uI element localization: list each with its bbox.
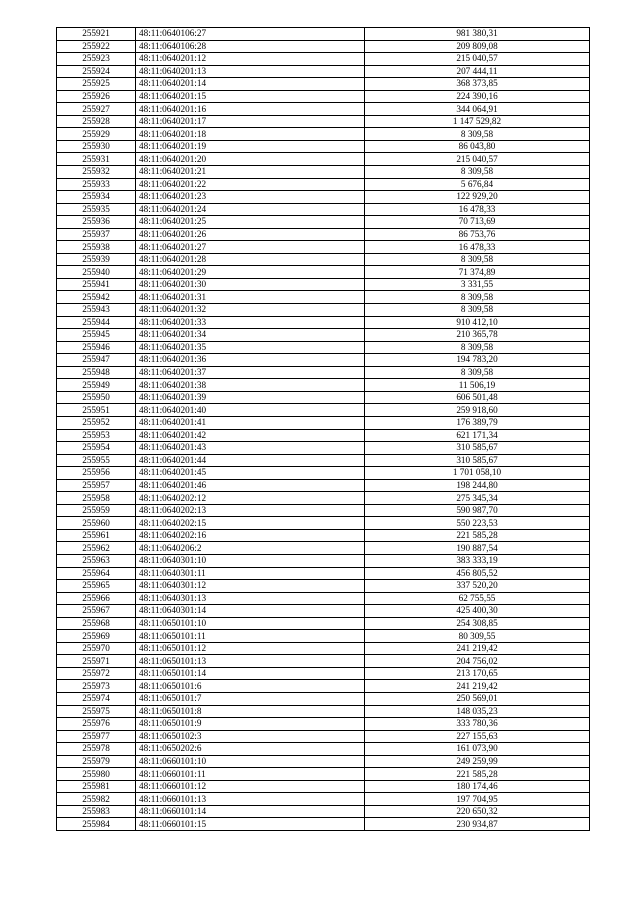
table-row: [57, 768, 590, 781]
value-cell: 275 345,34: [365, 492, 590, 505]
value-cell: 606 501,48: [365, 391, 590, 404]
row-number-cell: 255931: [57, 153, 136, 166]
value-cell: 337 520,20: [365, 580, 590, 593]
cadastral-number-cell: 48:11:0640201:31: [136, 291, 365, 304]
cadastral-number-cell: 48:11:0640201:35: [136, 341, 365, 354]
row-number-cell: 255934: [57, 191, 136, 204]
row-number-cell: 255954: [57, 442, 136, 455]
cadastral-value-table: [56, 27, 590, 831]
table-row: [57, 580, 590, 593]
value-cell: 176 389,79: [365, 416, 590, 429]
cadastral-number-cell: 48:11:0640201:17: [136, 115, 365, 128]
table-row: [57, 755, 590, 768]
table-row: [57, 592, 590, 605]
row-number-cell: 255959: [57, 504, 136, 517]
table-row: [57, 40, 590, 53]
value-cell: 209 809,08: [365, 40, 590, 53]
cadastral-number-cell: 48:11:0650101:14: [136, 667, 365, 680]
value-cell: 590 987,70: [365, 504, 590, 517]
row-number-cell: 255946: [57, 341, 136, 354]
value-cell: 210 365,78: [365, 329, 590, 342]
row-number-cell: 255958: [57, 492, 136, 505]
value-cell: 8 309,58: [365, 291, 590, 304]
value-cell: 241 219,42: [365, 642, 590, 655]
table-row: [57, 316, 590, 329]
cadastral-number-cell: 48:11:0640201:14: [136, 78, 365, 91]
cadastral-number-cell: 48:11:0640201:40: [136, 404, 365, 417]
table-row: [57, 630, 590, 643]
cadastral-number-cell: 48:11:0640202:15: [136, 517, 365, 530]
cadastral-number-cell: 48:11:0650101:7: [136, 692, 365, 705]
value-cell: 11 506,19: [365, 379, 590, 392]
row-number-cell: 255975: [57, 705, 136, 718]
table-row: [57, 517, 590, 530]
row-number-cell: 255964: [57, 567, 136, 580]
cadastral-number-cell: 48:11:0640201:12: [136, 53, 365, 66]
cadastral-number-cell: 48:11:0650101:6: [136, 680, 365, 693]
table-row: [57, 366, 590, 379]
value-cell: 224 390,16: [365, 90, 590, 103]
cadastral-number-cell: 48:11:0640201:30: [136, 278, 365, 291]
row-number-cell: 255933: [57, 178, 136, 191]
table-row: [57, 78, 590, 91]
row-number-cell: 255960: [57, 517, 136, 530]
cadastral-number-cell: 48:11:0640201:39: [136, 391, 365, 404]
table-row: [57, 203, 590, 216]
cadastral-number-cell: 48:11:0640202:13: [136, 504, 365, 517]
table-body: [57, 28, 590, 831]
cadastral-number-cell: 48:11:0650101:10: [136, 617, 365, 630]
cadastral-number-cell: 48:11:0640202:12: [136, 492, 365, 505]
value-cell: 215 040,57: [365, 53, 590, 66]
cadastral-number-cell: 48:11:0640201:19: [136, 140, 365, 153]
table-row: [57, 680, 590, 693]
table-row: [57, 53, 590, 66]
value-cell: 122 929,20: [365, 191, 590, 204]
value-cell: 310 585,67: [365, 442, 590, 455]
cadastral-number-cell: 48:11:0660101:10: [136, 755, 365, 768]
table-row: [57, 554, 590, 567]
value-cell: 456 805,52: [365, 567, 590, 580]
cadastral-number-cell: 48:11:0650101:13: [136, 655, 365, 668]
row-number-cell: 255930: [57, 140, 136, 153]
row-number-cell: 255962: [57, 542, 136, 555]
value-cell: 180 174,46: [365, 780, 590, 793]
value-cell: 259 918,60: [365, 404, 590, 417]
value-cell: 254 308,85: [365, 617, 590, 630]
table-row: [57, 28, 590, 41]
cadastral-number-cell: 48:11:0640201:41: [136, 416, 365, 429]
value-cell: 16 478,33: [365, 203, 590, 216]
row-number-cell: 255947: [57, 354, 136, 367]
table-row: [57, 404, 590, 417]
table-row: [57, 642, 590, 655]
row-number-cell: 255944: [57, 316, 136, 329]
row-number-cell: 255952: [57, 416, 136, 429]
table-row: [57, 529, 590, 542]
value-cell: 207 444,11: [365, 65, 590, 78]
cadastral-number-cell: 48:11:0640201:24: [136, 203, 365, 216]
cadastral-number-cell: 48:11:0640201:46: [136, 479, 365, 492]
value-cell: 221 585,28: [365, 768, 590, 781]
row-number-cell: 255971: [57, 655, 136, 668]
value-cell: 197 704,95: [365, 793, 590, 806]
cadastral-number-cell: 48:11:0640301:12: [136, 580, 365, 593]
table-row: [57, 304, 590, 317]
cadastral-number-cell: 48:11:0650202:6: [136, 743, 365, 756]
cadastral-number-cell: 48:11:0640206:2: [136, 542, 365, 555]
value-cell: 80 309,55: [365, 630, 590, 643]
table-row: [57, 818, 590, 831]
table-row: [57, 178, 590, 191]
row-number-cell: 255967: [57, 605, 136, 618]
row-number-cell: 255922: [57, 40, 136, 53]
cadastral-number-cell: 48:11:0640301:10: [136, 554, 365, 567]
row-number-cell: 255927: [57, 103, 136, 116]
value-cell: 550 223,53: [365, 517, 590, 530]
cadastral-number-cell: 48:11:0640301:11: [136, 567, 365, 580]
cadastral-number-cell: 48:11:0640201:45: [136, 467, 365, 480]
table-row: [57, 65, 590, 78]
table-row: [57, 153, 590, 166]
table-row: [57, 492, 590, 505]
row-number-cell: 255974: [57, 692, 136, 705]
table-row: [57, 705, 590, 718]
table-row: [57, 567, 590, 580]
table-row: [57, 291, 590, 304]
row-number-cell: 255979: [57, 755, 136, 768]
table-row: [57, 103, 590, 116]
cadastral-number-cell: 48:11:0640201:15: [136, 90, 365, 103]
value-cell: 220 650,32: [365, 805, 590, 818]
row-number-cell: 255972: [57, 667, 136, 680]
value-cell: 910 412,10: [365, 316, 590, 329]
table-row: [57, 542, 590, 555]
cadastral-number-cell: 48:11:0640301:13: [136, 592, 365, 605]
value-cell: 344 064,91: [365, 103, 590, 116]
row-number-cell: 255965: [57, 580, 136, 593]
row-number-cell: 255949: [57, 379, 136, 392]
value-cell: 5 676,84: [365, 178, 590, 191]
row-number-cell: 255968: [57, 617, 136, 630]
row-number-cell: 255923: [57, 53, 136, 66]
value-cell: 8 309,58: [365, 304, 590, 317]
value-cell: 71 374,89: [365, 266, 590, 279]
table-row: [57, 391, 590, 404]
cadastral-number-cell: 48:11:0640201:36: [136, 354, 365, 367]
cadastral-number-cell: 48:11:0650101:8: [136, 705, 365, 718]
row-number-cell: 255941: [57, 278, 136, 291]
value-cell: 249 259,99: [365, 755, 590, 768]
row-number-cell: 255937: [57, 228, 136, 241]
table-row: [57, 115, 590, 128]
cadastral-number-cell: 48:11:0640201:25: [136, 216, 365, 229]
row-number-cell: 255980: [57, 768, 136, 781]
table-row: [57, 718, 590, 731]
value-cell: 241 219,42: [365, 680, 590, 693]
cadastral-number-cell: 48:11:0640202:16: [136, 529, 365, 542]
table-row: [57, 128, 590, 141]
table-row: [57, 667, 590, 680]
cadastral-number-cell: 48:11:0640201:34: [136, 329, 365, 342]
table-row: [57, 216, 590, 229]
value-cell: 62 755,55: [365, 592, 590, 605]
table-row: [57, 617, 590, 630]
row-number-cell: 255945: [57, 329, 136, 342]
value-cell: 204 756,02: [365, 655, 590, 668]
table-row: [57, 780, 590, 793]
row-number-cell: 255976: [57, 718, 136, 731]
row-number-cell: 255983: [57, 805, 136, 818]
table-row: [57, 228, 590, 241]
row-number-cell: 255940: [57, 266, 136, 279]
table-row: [57, 140, 590, 153]
value-cell: 8 309,58: [365, 366, 590, 379]
cadastral-number-cell: 48:11:0640201:44: [136, 454, 365, 467]
row-number-cell: 255984: [57, 818, 136, 831]
cadastral-number-cell: 48:11:0640201:28: [136, 253, 365, 266]
row-number-cell: 255981: [57, 780, 136, 793]
cadastral-number-cell: 48:11:0640201:13: [136, 65, 365, 78]
row-number-cell: 255950: [57, 391, 136, 404]
cadastral-number-cell: 48:11:0640201:16: [136, 103, 365, 116]
cadastral-number-cell: 48:11:0640201:27: [136, 241, 365, 254]
table-row: [57, 266, 590, 279]
table-row: [57, 793, 590, 806]
cadastral-number-cell: 48:11:0640106:28: [136, 40, 365, 53]
row-number-cell: 255957: [57, 479, 136, 492]
cadastral-number-cell: 48:11:0640201:37: [136, 366, 365, 379]
value-cell: 213 170,65: [365, 667, 590, 680]
row-number-cell: 255978: [57, 743, 136, 756]
cadastral-number-cell: 48:11:0640201:26: [136, 228, 365, 241]
cadastral-number-cell: 48:11:0650101:12: [136, 642, 365, 655]
row-number-cell: 255938: [57, 241, 136, 254]
value-cell: 221 585,28: [365, 529, 590, 542]
row-number-cell: 255926: [57, 90, 136, 103]
value-cell: 194 783,20: [365, 354, 590, 367]
cadastral-number-cell: 48:11:0660101:13: [136, 793, 365, 806]
table-row: [57, 329, 590, 342]
value-cell: 230 934,87: [365, 818, 590, 831]
value-cell: 621 171,34: [365, 429, 590, 442]
table-row: [57, 467, 590, 480]
cadastral-number-cell: 48:11:0660101:15: [136, 818, 365, 831]
row-number-cell: 255951: [57, 404, 136, 417]
table-row: [57, 479, 590, 492]
cadastral-number-cell: 48:11:0650101:9: [136, 718, 365, 731]
cadastral-number-cell: 48:11:0640201:38: [136, 379, 365, 392]
table-row: [57, 454, 590, 467]
value-cell: 3 331,55: [365, 278, 590, 291]
cadastral-number-cell: 48:11:0640201:29: [136, 266, 365, 279]
value-cell: 981 380,31: [365, 28, 590, 41]
cadastral-number-cell: 48:11:0660101:12: [136, 780, 365, 793]
row-number-cell: 255953: [57, 429, 136, 442]
table-row: [57, 166, 590, 179]
table-row: [57, 805, 590, 818]
row-number-cell: 255977: [57, 730, 136, 743]
value-cell: 161 073,90: [365, 743, 590, 756]
row-number-cell: 255963: [57, 554, 136, 567]
value-cell: 8 309,58: [365, 166, 590, 179]
cadastral-number-cell: 48:11:0640301:14: [136, 605, 365, 618]
cadastral-number-cell: 48:11:0640201:18: [136, 128, 365, 141]
value-cell: 8 309,58: [365, 128, 590, 141]
table-row: [57, 743, 590, 756]
value-cell: 148 035,23: [365, 705, 590, 718]
row-number-cell: 255935: [57, 203, 136, 216]
row-number-cell: 255948: [57, 366, 136, 379]
row-number-cell: 255925: [57, 78, 136, 91]
row-number-cell: 255956: [57, 467, 136, 480]
value-cell: 333 780,36: [365, 718, 590, 731]
value-cell: 383 333,19: [365, 554, 590, 567]
table-row: [57, 442, 590, 455]
row-number-cell: 255943: [57, 304, 136, 317]
table-row: [57, 90, 590, 103]
table-row: [57, 605, 590, 618]
value-cell: 227 155,63: [365, 730, 590, 743]
cadastral-number-cell: 48:11:0640201:43: [136, 442, 365, 455]
cadastral-number-cell: 48:11:0640201:22: [136, 178, 365, 191]
cadastral-number-cell: 48:11:0660101:11: [136, 768, 365, 781]
table-row: [57, 278, 590, 291]
cadastral-number-cell: 48:11:0640201:21: [136, 166, 365, 179]
row-number-cell: 255982: [57, 793, 136, 806]
table-row: [57, 416, 590, 429]
cadastral-number-cell: 48:11:0650102:3: [136, 730, 365, 743]
value-cell: 1 701 058,10: [365, 467, 590, 480]
table-row: [57, 429, 590, 442]
cadastral-number-cell: 48:11:0660101:14: [136, 805, 365, 818]
cadastral-number-cell: 48:11:0640201:20: [136, 153, 365, 166]
table-row: [57, 379, 590, 392]
value-cell: 86 043,80: [365, 140, 590, 153]
row-number-cell: 255969: [57, 630, 136, 643]
value-cell: 8 309,58: [365, 253, 590, 266]
cadastral-number-cell: 48:11:0640201:23: [136, 191, 365, 204]
table-row: [57, 692, 590, 705]
value-cell: 425 400,30: [365, 605, 590, 618]
table-row: [57, 341, 590, 354]
table-row: [57, 730, 590, 743]
row-number-cell: 255942: [57, 291, 136, 304]
table-row: [57, 354, 590, 367]
value-cell: 198 244,80: [365, 479, 590, 492]
row-number-cell: 255973: [57, 680, 136, 693]
table-row: [57, 504, 590, 517]
table-row: [57, 241, 590, 254]
value-cell: 8 309,58: [365, 341, 590, 354]
value-cell: 70 713,69: [365, 216, 590, 229]
value-cell: 215 040,57: [365, 153, 590, 166]
table-row: [57, 191, 590, 204]
value-cell: 310 585,67: [365, 454, 590, 467]
cadastral-number-cell: 48:11:0640201:32: [136, 304, 365, 317]
cadastral-number-cell: 48:11:0640106:27: [136, 28, 365, 41]
row-number-cell: 255961: [57, 529, 136, 542]
row-number-cell: 255955: [57, 454, 136, 467]
row-number-cell: 255932: [57, 166, 136, 179]
value-cell: 250 569,01: [365, 692, 590, 705]
cadastral-number-cell: 48:11:0650101:11: [136, 630, 365, 643]
value-cell: 190 887,54: [365, 542, 590, 555]
row-number-cell: 255928: [57, 115, 136, 128]
row-number-cell: 255966: [57, 592, 136, 605]
value-cell: 1 147 529,82: [365, 115, 590, 128]
table-row: [57, 655, 590, 668]
row-number-cell: 255970: [57, 642, 136, 655]
row-number-cell: 255939: [57, 253, 136, 266]
table-row: [57, 253, 590, 266]
row-number-cell: 255921: [57, 28, 136, 41]
cadastral-number-cell: 48:11:0640201:42: [136, 429, 365, 442]
value-cell: 86 753,76: [365, 228, 590, 241]
row-number-cell: 255936: [57, 216, 136, 229]
cadastral-number-cell: 48:11:0640201:33: [136, 316, 365, 329]
row-number-cell: 255929: [57, 128, 136, 141]
value-cell: 368 373,85: [365, 78, 590, 91]
value-cell: 16 478,33: [365, 241, 590, 254]
row-number-cell: 255924: [57, 65, 136, 78]
